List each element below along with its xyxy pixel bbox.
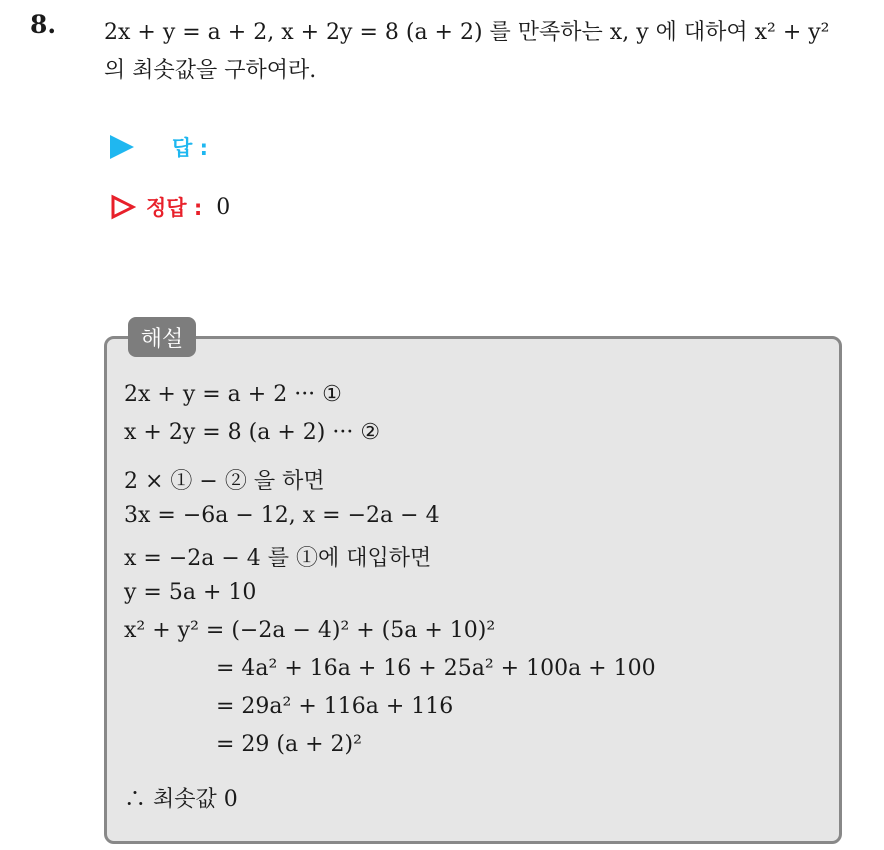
- problem-text: [104, 14, 864, 90]
- solution-tag: 해설: [128, 317, 196, 357]
- solution-line-2: x + 2y = 8 (a + 2) ··· ②: [124, 420, 381, 445]
- solution-conclusion: ∴ 최솟값 0: [124, 787, 238, 812]
- answer-row: [110, 132, 208, 162]
- solution-line-10: = 29 (a + 2)²: [216, 732, 362, 757]
- solution-line-5: x = −2a − 4 를 ①에 대입하면: [124, 546, 432, 571]
- problem-line-2: 의 최솟값을 구하여라.: [104, 58, 317, 83]
- problem-number: 8.: [30, 10, 57, 39]
- solution-line-1: 2x + y = a + 2 ··· ①: [124, 382, 342, 407]
- play-icon: [110, 135, 134, 159]
- solution-line-8: = 4a² + 16a + 16 + 25a² + 100a + 100: [216, 656, 656, 681]
- solution-line-6: y = 5a + 10: [124, 580, 257, 605]
- outline-triangle-icon: [110, 194, 136, 220]
- correct-answer-row: [110, 192, 230, 222]
- correct-answer-value: 0: [216, 194, 231, 220]
- answer-label: 답 :: [172, 136, 208, 160]
- solution-line-4: 3x = −6a − 12, x = −2a − 4: [124, 503, 440, 528]
- solution-line-3: 2 × ① − ② 을 하면: [124, 469, 325, 494]
- problem-line-1: 2x + y = a + 2, x + 2y = 8 (a + 2) 를 만족하는 x, y 에 대하여 x² + y²: [104, 20, 830, 45]
- solution-line-7: x² + y² = (−2a − 4)² + (5a + 10)²: [124, 618, 496, 643]
- correct-answer-label: 정답 :: [146, 196, 203, 220]
- solution-line-9: = 29a² + 116a + 116: [216, 694, 454, 719]
